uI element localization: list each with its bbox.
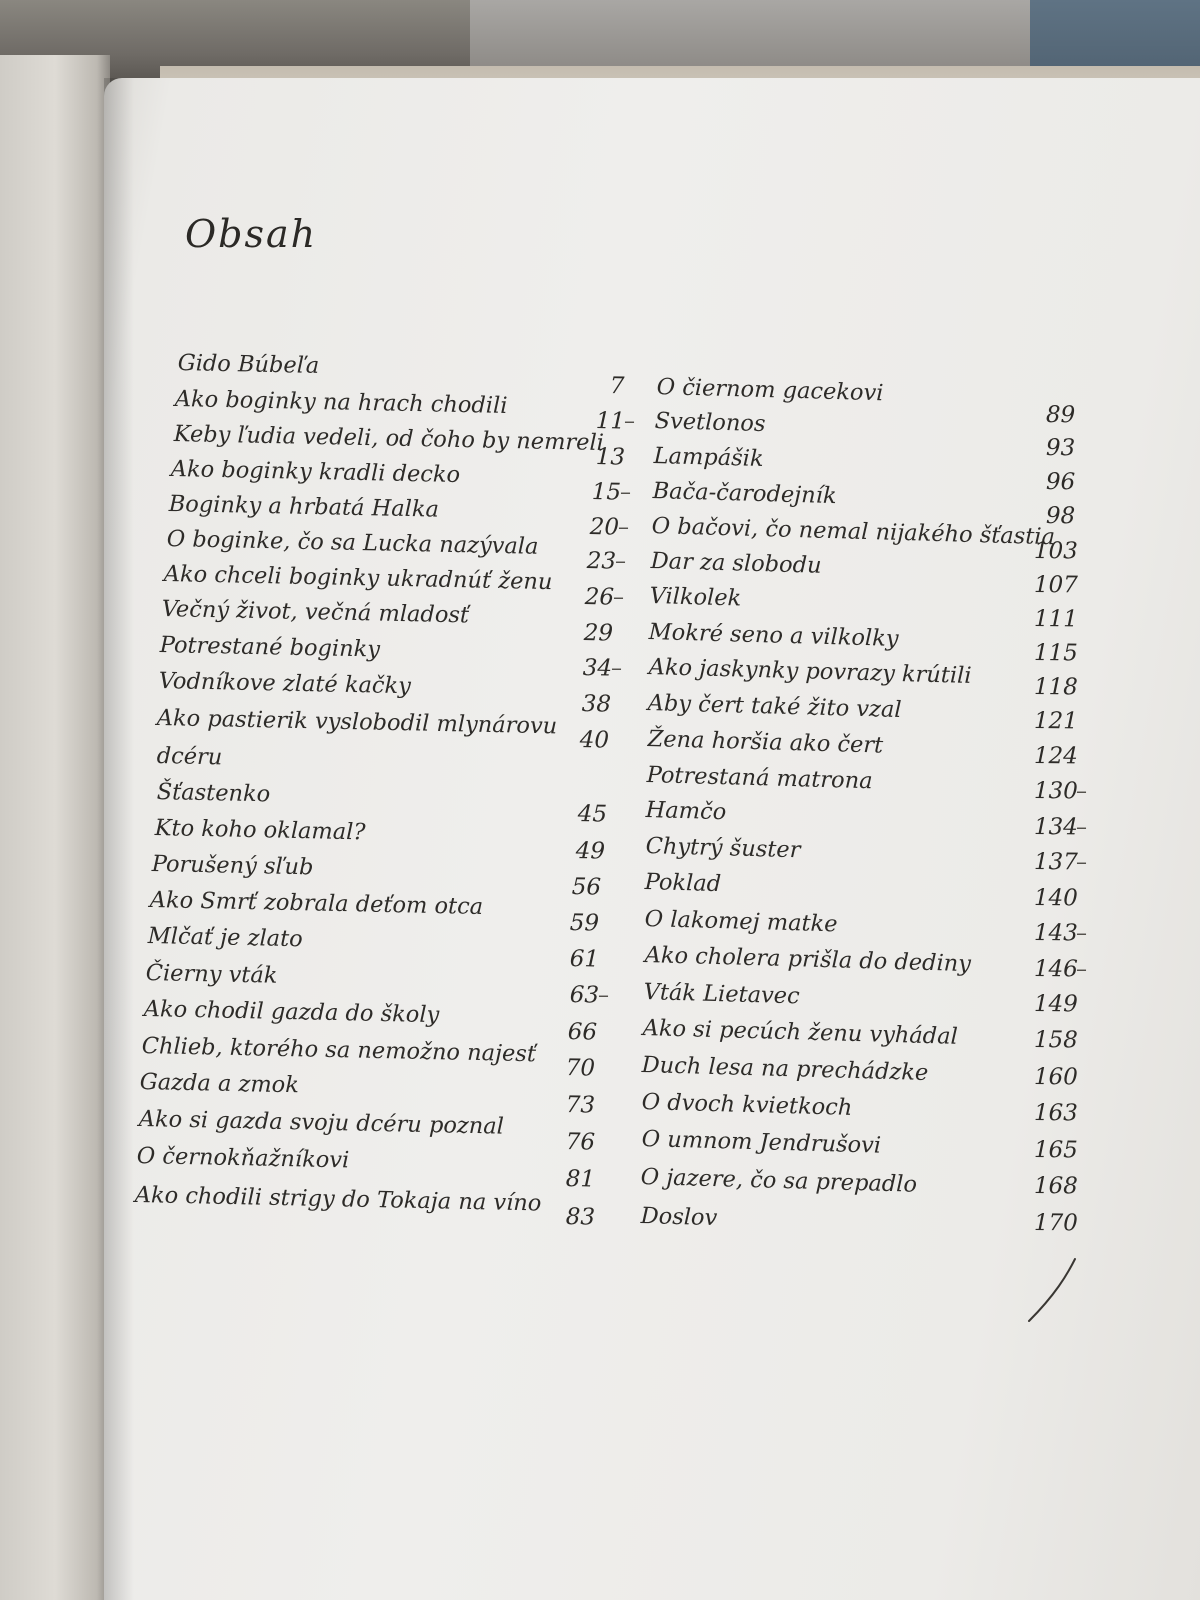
toc-entry-page: 121: [1033, 708, 1078, 735]
toc-entry-page: 7: [609, 373, 625, 400]
pencil-check-mark: –: [611, 656, 622, 681]
toc-entry-title: Svetlonos: [654, 408, 766, 438]
toc-entry-page: 76: [565, 1129, 596, 1156]
toc-entry-page: 23: [586, 548, 617, 575]
toc-entry-page: 165: [1033, 1137, 1078, 1164]
pencil-check-mark: –: [1076, 921, 1087, 946]
toc-entry-title: Vodníkove zlaté kačky: [158, 668, 412, 700]
toc-entry-title: Chlieb, ktorého sa nemožno najesť: [141, 1033, 537, 1068]
toc-entry-page: 170: [1033, 1210, 1078, 1237]
toc-entry-title: Ako cholera prišla do dediny: [644, 942, 972, 978]
toc-entry-page: 70: [565, 1055, 596, 1082]
toc-entry-page: 134: [1033, 814, 1078, 841]
toc-entry-title: Duch lesa na prechádzke: [641, 1052, 929, 1086]
toc-entry-title: O jazere, čo sa prepadlo: [640, 1164, 918, 1198]
toc-entry-title: O umnom Jendrušovi: [641, 1126, 882, 1159]
background-object: [470, 0, 1030, 70]
toc-entry-title: Aby čert také žito vzal: [647, 690, 902, 724]
pen-mark: [1025, 1255, 1085, 1325]
toc-entry-title: Boginky a hrbatá Halka: [168, 491, 440, 523]
toc-entry-page: 38: [581, 691, 612, 718]
page-title: Obsah: [185, 212, 318, 256]
toc-entry-title: Bača-čarodejník: [652, 478, 837, 510]
toc-entry-title: Ako chceli boginky ukradnúť ženu: [163, 561, 553, 596]
toc-entry-page: 20: [589, 514, 620, 541]
toc-entry-page: 124: [1033, 743, 1078, 770]
toc-entry-title: Poklad: [644, 869, 722, 898]
toc-entry-page: 146: [1033, 956, 1078, 983]
toc-entry-page: 45: [577, 801, 608, 828]
toc-entry-title: Keby ľudia vedeli, od čoho by nemreli: [173, 421, 605, 457]
toc-entry-title: Šťastenko: [156, 779, 271, 808]
toc-entry-page: 49: [575, 838, 606, 865]
toc-entry-title: Ako chodili strigy do Tokaja na víno: [134, 1182, 542, 1217]
toc-entry-page: 81: [565, 1166, 596, 1193]
toc-entry-page: 15: [591, 479, 622, 506]
toc-entry-title: Žena horšia ako čert: [647, 726, 884, 759]
book-cover-edge: [0, 55, 110, 1600]
toc-entry-page: 160: [1033, 1064, 1078, 1091]
toc-entry-page: 107: [1033, 572, 1078, 599]
toc-entry-page: 73: [565, 1092, 596, 1119]
toc-entry-title: Ako boginky kradli decko: [170, 456, 461, 489]
toc-entry-title: Ako chodil gazda do školy: [143, 996, 440, 1029]
pencil-check-mark: –: [1076, 815, 1087, 840]
pencil-check-mark: –: [620, 480, 631, 505]
toc-entry-page: 83: [565, 1204, 596, 1231]
toc-entry-title: O čiernom gacekovi: [656, 374, 884, 407]
toc-entry-title: Gazda a zmok: [139, 1069, 300, 1099]
toc-entry-page: 96: [1045, 469, 1076, 496]
toc-entry-title: Ako pastierik vyslobodil mlynárovu: [156, 705, 558, 740]
toc-entry-title: Dar za slobodu: [650, 548, 822, 579]
toc-entry-page: 89: [1045, 402, 1076, 429]
toc-entry-page: 140: [1033, 885, 1078, 912]
toc-entry-page: 66: [567, 1019, 598, 1046]
toc-entry-title: Chytrý šuster: [645, 833, 801, 864]
toc-entry-title: Mokré seno a vilkolky: [648, 619, 899, 652]
toc-entry-page: 11: [595, 408, 626, 435]
toc-entry-title: Večný život, večná mladosť: [161, 596, 470, 629]
pencil-check-mark: –: [613, 585, 624, 610]
toc-entry-page: 56: [571, 874, 602, 901]
toc-entry-title: Čierny vták: [145, 960, 278, 989]
pencil-check-mark: –: [1076, 850, 1087, 875]
toc-entry-title: O boginke, čo sa Lucka nazývala: [166, 526, 539, 560]
toc-entry-page: 111: [1033, 606, 1078, 633]
toc-entry-page: 103: [1033, 538, 1078, 565]
pencil-check-mark: –: [624, 409, 635, 434]
toc-entry-title: Ako si gazda svoju dcéru poznal: [138, 1106, 505, 1140]
toc-entry-title: Porušený sľub: [151, 851, 314, 881]
toc-entry-page: 149: [1033, 991, 1078, 1018]
toc-entry-title: O černokňažníkovi: [136, 1143, 350, 1174]
toc-entry-title: Mlčať je zlato: [147, 923, 303, 953]
toc-entry-page: 63: [569, 982, 600, 1009]
pencil-check-mark: –: [1076, 957, 1087, 982]
toc-entry-page: 137: [1033, 849, 1078, 876]
toc-entry-title: Vták Lietavec: [643, 979, 801, 1010]
toc-entry-title: Ako boginky na hrach chodili: [174, 386, 508, 419]
toc-entry-title: Gido Búbeľa: [177, 350, 320, 379]
toc-entry-page: 118: [1033, 674, 1078, 701]
toc-entry-page: 98: [1045, 503, 1076, 530]
toc-entry-title: O dvoch kvietkoch: [641, 1089, 853, 1121]
pencil-check-mark: –: [615, 549, 626, 574]
toc-entry-page: 29: [583, 620, 614, 647]
toc-entry-page: 13: [595, 444, 626, 471]
toc-entry-page: 59: [569, 910, 600, 937]
toc-entry-page: 61: [569, 946, 600, 973]
toc-entry-page: 158: [1033, 1027, 1078, 1054]
toc-entry-page: 130: [1033, 778, 1078, 805]
pencil-check-mark: –: [598, 983, 609, 1008]
toc-entry-page: 34: [582, 655, 613, 682]
toc-entry-title: Hamčo: [645, 797, 727, 826]
pencil-check-mark: –: [618, 515, 629, 540]
pencil-check-mark: –: [1076, 779, 1087, 804]
toc-entry-title: Ako si pecúch ženu vyhádal: [642, 1015, 959, 1050]
toc-entry-page: 40: [579, 727, 610, 754]
toc-entry-page: 168: [1033, 1173, 1078, 1200]
toc-entry-page: 115: [1033, 640, 1078, 667]
toc-entry-title: Potrestaná matrona: [646, 762, 873, 795]
toc-entry-title: Vilkolek: [649, 583, 742, 612]
toc-entry-title: O bačovi, čo nemal nijakého šťastia: [651, 513, 1056, 551]
toc-entry-title: Doslov: [640, 1203, 718, 1232]
book-page: [104, 78, 1200, 1600]
toc-entry-page: 93: [1045, 435, 1076, 462]
toc-entry-title: O lakomej matke: [644, 906, 838, 938]
toc-entry-page: 163: [1033, 1100, 1078, 1127]
toc-entry-title: Potrestané boginky: [159, 632, 381, 663]
toc-entry-page: 26: [584, 584, 615, 611]
toc-entry-title: Ako jaskynky povrazy krútili: [648, 654, 972, 690]
toc-entry-page: 143: [1033, 920, 1078, 947]
toc-entry-title: dcéru: [156, 743, 223, 771]
toc-entry-title: Ako Smrť zobrala deťom otca: [149, 887, 484, 920]
toc-entry-title: Lampášik: [653, 443, 764, 473]
toc-entry-title: Kto koho oklamal?: [154, 815, 366, 846]
page-gutter-shadow: [104, 78, 134, 1600]
